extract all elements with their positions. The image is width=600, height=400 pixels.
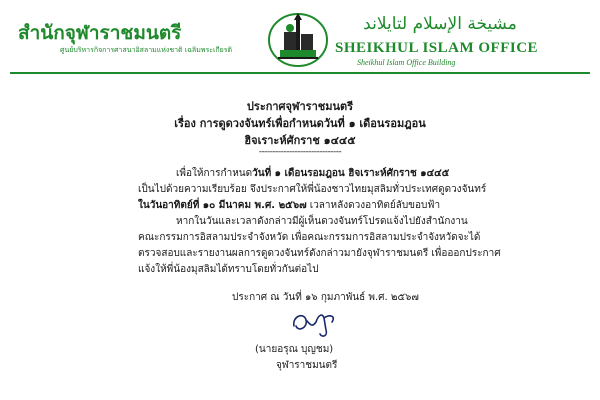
body-line-3: [138, 198, 558, 214]
announcement-date: ประกาศ ณ วันที่ ๑๖ กุมภาพันธ์ พ.ศ. ๒๕๖๗: [232, 292, 419, 303]
body-line-7: แจ้งให้พี่น้องมุสลิมได้ทราบโดยทั่วกันต่อไป: [138, 264, 319, 275]
signer-position: จุฬาราชมนตรี: [276, 360, 338, 371]
header-right: [335, 14, 585, 67]
body-text-bold: วันที่ ๑ เดือนรอมฎอน ฮิจเราะห์ศักราช ๑๔๔๕: [252, 168, 450, 179]
body-line-6: ตรวจสอบและรายงานผลการดูดวงจันทร์ดังกล่าวมายังจุฬาราชมนตรี เพื่อออกประกาศ: [138, 248, 501, 259]
org-subtitle-th: ศูนย์บริหารกิจการศาสนาอิสลามแห่งชาติ เฉลิมพระเกียรติ: [60, 46, 233, 54]
body-text-bold: ในวันอาทิตย์ที่ ๑๐ มีนาคม พ.ศ. ๒๕๖๗: [138, 200, 307, 211]
announcement-heading: ประกาศจุฬาราชมนตรี: [246, 100, 354, 113]
body-line-2: เป็นไปด้วยความเรียบร้อย จึงประกาศให้พี่น้องชาวไทยมุสลิมทั่วประเทศดูดวงจันทร์: [138, 184, 487, 195]
title-separator: ------------------------------: [258, 147, 342, 157]
org-subtitle-en: Sheikhul Islam Office Building: [357, 58, 456, 67]
sheikhul-islam-logo: [266, 10, 330, 68]
org-name-th: สำนักจุฬาราชมนตรี: [18, 22, 182, 44]
announcement-era: ฮิจเราะห์ศักราช ๑๔๔๕: [244, 134, 356, 147]
body-line-4: หากในวันและเวลาดังกล่าวมีผู้เห็นดวงจันทร์โปรดแจ้งไปยังสำนักงาน: [176, 216, 468, 227]
announcement-subject: เรื่อง การดูดวงจันทร์เพื่อกำหนดวันที่ ๑ เดือนรอมฎอน: [174, 117, 426, 130]
body-line-1: [176, 166, 596, 182]
signer-name: (นายอรุณ บุญชม): [255, 344, 334, 355]
body-text: เวลาหลังดวงอาทิตย์ลับขอบฟ้า: [306, 200, 441, 211]
header-divider: [10, 72, 590, 74]
header-left: [18, 22, 263, 55]
body-text: เพื่อให้การกำหนด: [176, 168, 253, 179]
signature-image: [288, 304, 348, 344]
body-line-5: คณะกรรมการอิสลามประจำจังหวัด เพื่อคณะกรรมการอิสลามประจำจังหวัดจะได้: [138, 232, 481, 243]
org-name-en: SHEIKHUL ISLAM OFFICE: [335, 40, 539, 56]
arabic-calligraphy: مشيخة الإسلام لتايلاند: [363, 14, 517, 34]
